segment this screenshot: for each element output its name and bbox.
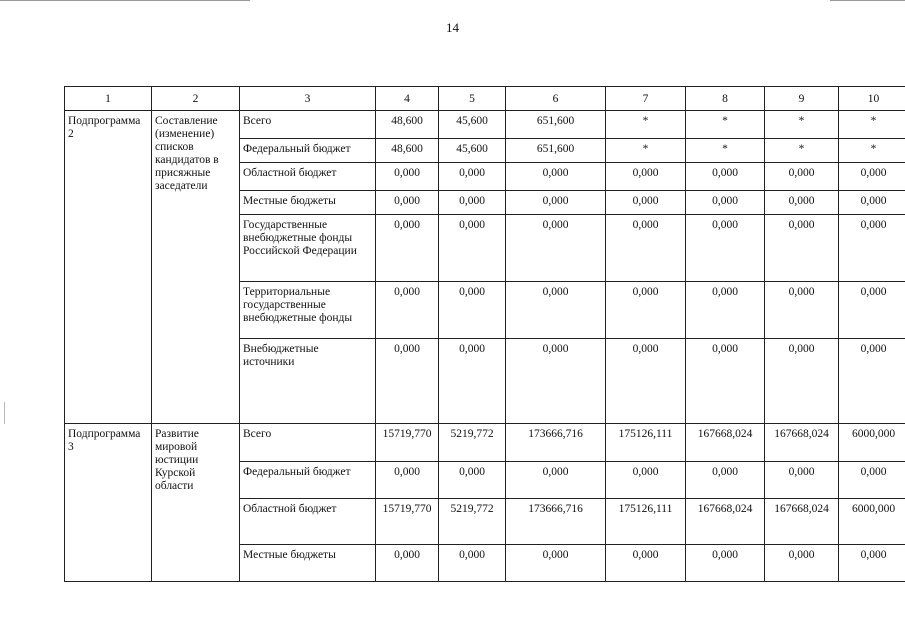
value-cell: 0,000 [439,339,506,424]
value-cell: 0,000 [506,462,606,499]
value-cell: 173666,716 [506,499,606,545]
value-cell: 0,000 [765,339,839,424]
funding-source-label: Внебюджетные источники [240,339,376,424]
funding-source-label: Местные бюджеты [240,191,376,215]
value-cell: * [686,139,765,163]
value-cell: 5219,772 [439,424,506,462]
value-cell: 0,000 [606,339,686,424]
table-body [65,111,905,582]
margin-mark [4,402,5,424]
value-cell: 6000,000 [839,424,905,462]
value-cell: 0,000 [376,282,439,339]
value-cell: 0,000 [439,462,506,499]
column-header: 7 [606,87,686,111]
subprogram-name: Подпрограмма 2 [65,111,152,424]
subprogram-name: Подпрограмма 3 [65,424,152,582]
value-cell: 0,000 [376,545,439,582]
value-cell: * [606,139,686,163]
value-cell: 0,000 [686,215,765,282]
value-cell: 0,000 [376,163,439,191]
value-cell: * [839,139,905,163]
value-cell: 0,000 [686,545,765,582]
value-cell: * [686,111,765,139]
value-cell: 0,000 [376,191,439,215]
column-header: 5 [439,87,506,111]
value-cell: 0,000 [376,339,439,424]
value-cell: 0,000 [839,462,905,499]
value-cell: 0,000 [686,339,765,424]
value-cell: 0,000 [439,163,506,191]
value-cell: 48,600 [376,139,439,163]
value-cell: 5219,772 [439,499,506,545]
column-header: 3 [240,87,376,111]
value-cell: 0,000 [839,282,905,339]
funding-source-label: Местные бюджеты [240,545,376,582]
value-cell: 0,000 [686,163,765,191]
funding-source-label: Областной бюджет [240,163,376,191]
funding-source-label: Всего [240,424,376,462]
value-cell: 0,000 [506,215,606,282]
top-border-line [0,0,250,1]
value-cell: 0,000 [606,462,686,499]
value-cell: 0,000 [765,282,839,339]
value-cell: 167668,024 [686,424,765,462]
value-cell: 0,000 [839,545,905,582]
value-cell: 0,000 [686,282,765,339]
header-row [65,87,905,111]
value-cell: 0,000 [606,191,686,215]
value-cell: 0,000 [606,215,686,282]
value-cell: 0,000 [839,339,905,424]
value-cell: 0,000 [606,545,686,582]
value-cell: 167668,024 [765,499,839,545]
page-number: 14 [446,20,459,35]
value-cell: 0,000 [506,163,606,191]
column-header: 9 [765,87,839,111]
value-cell: 0,000 [376,462,439,499]
value-cell: 45,600 [439,111,506,139]
funding-source-label: Государственные внебюджетные фонды Российской Федерации [240,215,376,282]
value-cell: 0,000 [439,215,506,282]
value-cell: 167668,024 [686,499,765,545]
funding-source-label: Областной бюджет [240,499,376,545]
value-cell: 651,600 [506,139,606,163]
funding-source-label: Федеральный бюджет [240,462,376,499]
column-header: 4 [376,87,439,111]
value-cell: * [839,111,905,139]
value-cell: 0,000 [839,215,905,282]
value-cell: 0,000 [839,191,905,215]
value-cell: 6000,000 [839,499,905,545]
value-cell: 167668,024 [765,424,839,462]
value-cell: 0,000 [439,545,506,582]
top-border-line-right [830,0,905,1]
value-cell: 651,600 [506,111,606,139]
value-cell: 0,000 [439,282,506,339]
value-cell: 173666,716 [506,424,606,462]
value-cell: 15719,770 [376,424,439,462]
value-cell: 0,000 [506,545,606,582]
value-cell: 0,000 [765,545,839,582]
value-cell: 0,000 [839,163,905,191]
value-cell: * [765,139,839,163]
subprogram-description: Составление (изменение) списков кандидатов в присяжные заседатели [152,111,240,424]
value-cell: 45,600 [439,139,506,163]
column-header: 2 [152,87,240,111]
value-cell: 175126,111 [606,424,686,462]
value-cell: 175126,111 [606,499,686,545]
value-cell: 0,000 [686,191,765,215]
value-cell: 48,600 [376,111,439,139]
value-cell: 0,000 [606,163,686,191]
value-cell: 0,000 [765,191,839,215]
column-header: 8 [686,87,765,111]
value-cell: 0,000 [439,191,506,215]
value-cell: 0,000 [686,462,765,499]
value-cell: 0,000 [765,215,839,282]
funding-source-label: Федеральный бюджет [240,139,376,163]
column-header: 10 [839,87,905,111]
table-row [65,424,905,462]
column-header: 1 [65,87,152,111]
value-cell: 15719,770 [376,499,439,545]
value-cell: * [606,111,686,139]
value-cell: 0,000 [606,282,686,339]
value-cell: 0,000 [506,282,606,339]
subprogram-description: Развитие мировой юстиции Курской области [152,424,240,582]
funding-source-label: Всего [240,111,376,139]
value-cell: 0,000 [506,339,606,424]
column-header: 6 [506,87,606,111]
value-cell: 0,000 [376,215,439,282]
value-cell: 0,000 [765,462,839,499]
value-cell: * [765,111,839,139]
table-row [65,111,905,139]
budget-table [64,86,905,582]
value-cell: 0,000 [506,191,606,215]
value-cell: 0,000 [765,163,839,191]
funding-source-label: Территориальные государственные внебюджетные фонды [240,282,376,339]
